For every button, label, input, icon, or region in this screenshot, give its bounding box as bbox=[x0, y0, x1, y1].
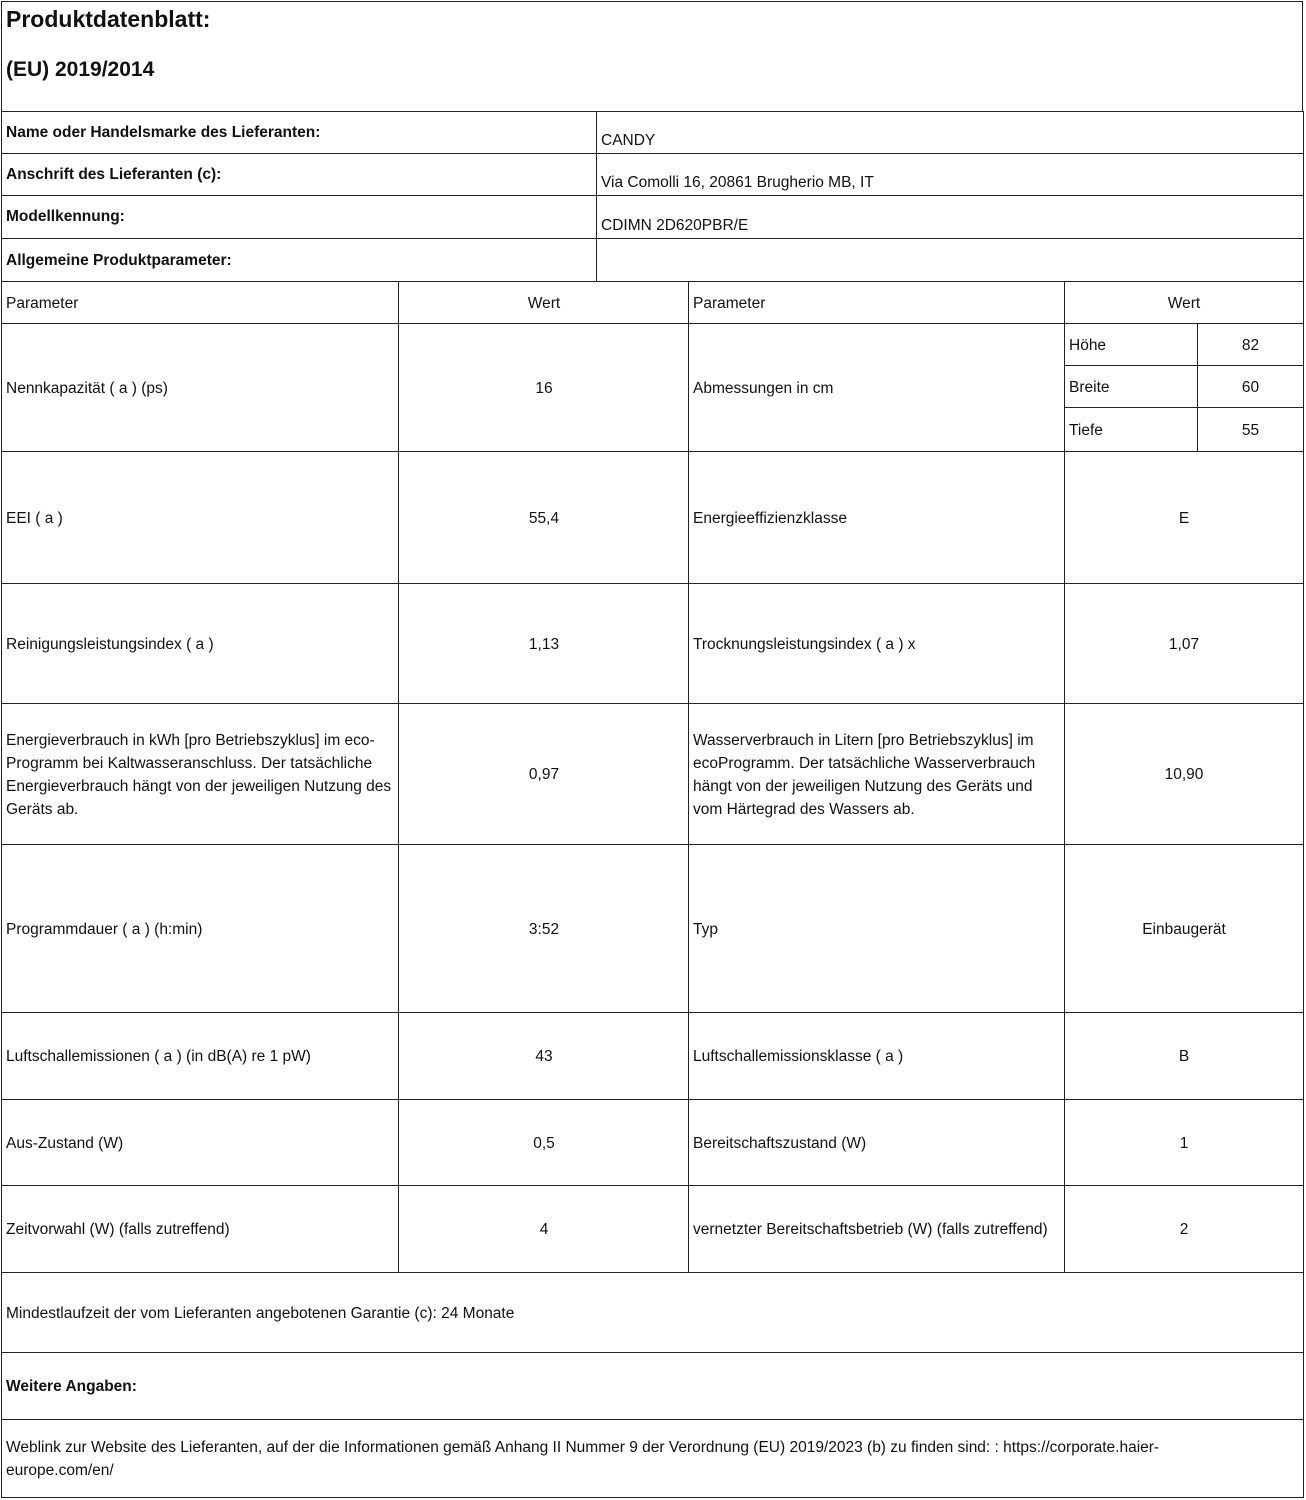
weblink-text: Weblink zur Website des Lieferanten, auf der die Informationen gemäß Anhang II Nummer 9 der Verordnung (EU) 2019/2023 (b) zu finden sind: : https://corporate.haier-europe.com/en/ bbox=[6, 1438, 1160, 1479]
column-header-value-2-text: Wert bbox=[1167, 294, 1201, 312]
table-row-param bbox=[1, 1012, 400, 1101]
supplier-address-label: Anschrift des Lieferanten (c): bbox=[6, 166, 222, 183]
table-row-value bbox=[1064, 451, 1304, 585]
param-label: Luftschallemissionsklasse ( a ) bbox=[693, 1048, 904, 1065]
dimension-label: Breite bbox=[1069, 378, 1110, 396]
further-info-label: Weitere Angaben: bbox=[6, 1378, 137, 1395]
table-row-param bbox=[688, 844, 1066, 1014]
table-row-value bbox=[398, 451, 690, 585]
param-label: Energieeffizienzklasse bbox=[693, 509, 847, 527]
param-label: Wasserverbrauch in Litern [pro Betriebszyklus] im ecoProgramm. Der tatsächliche Wasserverbrauch hängt von der jeweiligen Nutzung des Geräts und vom Härtegrad des Wassers ab. bbox=[693, 731, 1036, 818]
param-label: Luftschallemissionen ( a ) (in dB(A) re 1 pW) bbox=[6, 1048, 311, 1065]
param-value: 1,07 bbox=[1168, 635, 1200, 653]
dimension-value: 60 bbox=[1241, 378, 1260, 396]
weblink-cell bbox=[1, 1419, 1304, 1498]
supplier-address-value: Via Comolli 16, 20861 Brugherio MB, IT bbox=[601, 174, 874, 191]
table-row-value bbox=[398, 323, 690, 453]
param-label: Nennkapazität ( a ) (ps) bbox=[6, 379, 168, 397]
general-params-label-cell bbox=[1, 238, 598, 283]
model-value-cell bbox=[596, 195, 1304, 240]
param-value: 10,90 bbox=[1164, 766, 1204, 783]
table-row-value bbox=[398, 1185, 690, 1274]
dimension-label-cell bbox=[1064, 323, 1199, 367]
param-value: 3:52 bbox=[528, 920, 560, 938]
table-row-value bbox=[398, 583, 690, 705]
page-title: Produktdatenblatt: bbox=[6, 6, 211, 32]
table-row-param bbox=[688, 1185, 1066, 1274]
column-header-value-1 bbox=[398, 281, 690, 325]
column-header-value-2 bbox=[1064, 281, 1304, 325]
param-value: 0,5 bbox=[533, 1134, 555, 1152]
param-value: 55,4 bbox=[528, 509, 560, 527]
table-row-param bbox=[1, 323, 400, 453]
table-row-param bbox=[688, 323, 1066, 453]
general-params-label: Allgemeine Produktparameter: bbox=[6, 252, 232, 269]
supplier-name-label-cell bbox=[1, 111, 598, 155]
dimension-value-cell bbox=[1197, 407, 1304, 453]
warranty-text: Mindestlaufzeit der vom Lieferanten angebotenen Garantie (c): 24 Monate bbox=[6, 1304, 515, 1322]
supplier-name-value: CANDY bbox=[601, 132, 656, 149]
dimension-label: Höhe bbox=[1069, 336, 1107, 354]
further-info-cell bbox=[1, 1352, 1304, 1421]
table-row-param bbox=[1, 583, 400, 705]
column-header-parameter-1-text: Parameter bbox=[6, 294, 79, 312]
param-label: Aus-Zustand (W) bbox=[6, 1134, 124, 1152]
param-value: 16 bbox=[535, 379, 553, 397]
param-label: Abmessungen in cm bbox=[693, 379, 834, 397]
column-header-value-1-text: Wert bbox=[527, 294, 561, 312]
param-value: 1 bbox=[1179, 1134, 1189, 1152]
param-label: Typ bbox=[693, 920, 718, 938]
param-label: Trocknungsleistungsindex ( a ) x bbox=[693, 635, 916, 653]
param-label: Reinigungsleistungsindex ( a ) bbox=[6, 635, 214, 653]
dimension-label-cell bbox=[1064, 365, 1199, 409]
table-row-value bbox=[398, 703, 690, 846]
param-value: Einbaugerät bbox=[1142, 920, 1226, 938]
table-row-param bbox=[1, 844, 400, 1014]
supplier-name-value-cell bbox=[596, 111, 1304, 155]
param-label: vernetzter Bereitschaftsbetrieb (W) (falls zutreffend) bbox=[693, 1221, 1048, 1238]
table-row-param bbox=[1, 451, 400, 585]
supplier-address-label-cell bbox=[1, 153, 598, 197]
model-label-cell bbox=[1, 195, 598, 240]
table-row-value bbox=[1064, 1099, 1304, 1187]
dimension-label: Tiefe bbox=[1069, 421, 1103, 439]
dimension-value: 55 bbox=[1241, 421, 1260, 439]
model-label: Modellkennung: bbox=[6, 208, 125, 225]
model-value: CDIMN 2D620PBR/E bbox=[601, 217, 749, 234]
table-row-value bbox=[398, 844, 690, 1014]
table-row-param bbox=[688, 1012, 1066, 1101]
table-row-param bbox=[688, 1099, 1066, 1187]
general-params-empty-cell bbox=[596, 238, 1304, 283]
table-row-param bbox=[688, 703, 1066, 846]
table-row-param bbox=[1, 1185, 400, 1274]
table-row-value bbox=[398, 1099, 690, 1187]
warranty-cell bbox=[1, 1272, 1304, 1354]
param-value: 43 bbox=[535, 1048, 553, 1065]
table-row-value bbox=[1064, 703, 1304, 846]
regulation-reference: (EU) 2019/2014 bbox=[6, 58, 155, 81]
param-value: 0,97 bbox=[528, 766, 560, 783]
param-label: Programmdauer ( a ) (h:min) bbox=[6, 920, 203, 938]
table-row-param bbox=[688, 583, 1066, 705]
supplier-address-value-cell bbox=[596, 153, 1304, 197]
table-row-value bbox=[1064, 1012, 1304, 1101]
column-header-parameter-1 bbox=[1, 281, 400, 325]
param-value: 2 bbox=[1179, 1221, 1189, 1238]
param-label: Bereitschaftszustand (W) bbox=[693, 1134, 867, 1152]
param-value: B bbox=[1178, 1048, 1190, 1065]
column-header-parameter-2-text: Parameter bbox=[693, 294, 766, 312]
dimension-value-cell bbox=[1197, 365, 1304, 409]
table-row-value bbox=[1064, 1185, 1304, 1274]
param-label: EEI ( a ) bbox=[6, 509, 63, 527]
column-header-parameter-2 bbox=[688, 281, 1066, 325]
param-value: 1,13 bbox=[528, 635, 560, 653]
param-label: Energieverbrauch in kWh [pro Betriebszyklus] im eco-Programm bei Kaltwasseranschluss. Der tatsächliche Energieverbrauch hängt von der jeweiligen Nutzung des Geräts ab. bbox=[6, 731, 392, 818]
dimension-value: 82 bbox=[1241, 336, 1260, 354]
param-value: E bbox=[1178, 509, 1190, 527]
table-row-param bbox=[1, 1099, 400, 1187]
table-row-value bbox=[398, 1012, 690, 1101]
supplier-name-label: Name oder Handelsmarke des Lieferanten: bbox=[6, 124, 321, 141]
param-label: Zeitvorwahl (W) (falls zutreffend) bbox=[6, 1221, 230, 1238]
dimension-value-cell bbox=[1197, 323, 1304, 367]
dimension-label-cell bbox=[1064, 407, 1199, 453]
table-row-value bbox=[1064, 583, 1304, 705]
table-row-param bbox=[1, 703, 400, 846]
param-value: 4 bbox=[539, 1221, 549, 1238]
table-row-value bbox=[1064, 844, 1304, 1014]
table-row-param bbox=[688, 451, 1066, 585]
